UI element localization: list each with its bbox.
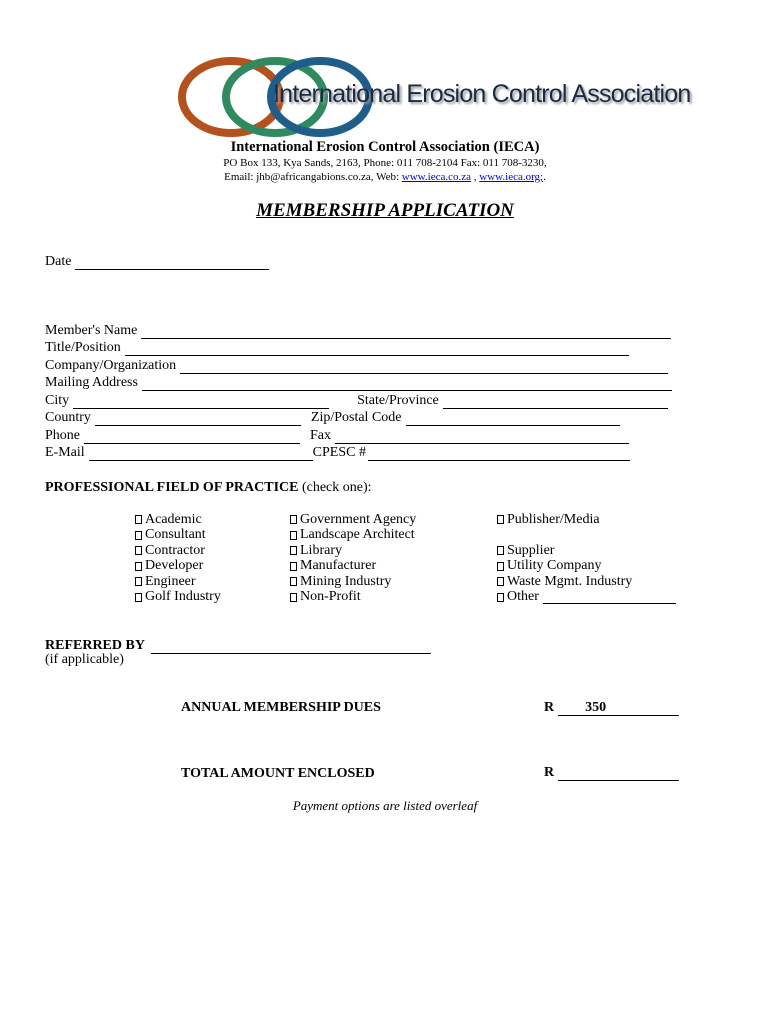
cpesc-label: CPESC # [312, 445, 366, 460]
web-link-1[interactable]: www.ieca.co.za [401, 171, 472, 183]
date-label: Date [45, 254, 72, 269]
checkbox-icon[interactable] [135, 515, 142, 524]
option-label: Developer [145, 558, 204, 574]
phone-label: Phone [45, 428, 80, 443]
option-label: Mining Industry [300, 573, 392, 589]
option-library[interactable] [290, 543, 416, 559]
country-label: Country [45, 410, 91, 425]
option-academic[interactable] [135, 512, 221, 528]
option-supplier[interactable] [497, 543, 676, 559]
option-consultant[interactable] [135, 528, 221, 544]
payment-note: Payment options are listed overleaf [292, 798, 478, 813]
practice-heading [45, 480, 372, 496]
option-landscape-architect[interactable] [290, 528, 416, 544]
company-field[interactable] [180, 361, 668, 374]
option-label: Other [507, 589, 539, 605]
web-link-2[interactable]: www.ieca.org; [479, 171, 544, 183]
fax-field[interactable] [335, 431, 629, 444]
mailing-row [45, 374, 672, 391]
option-label: Non-Profit [300, 589, 361, 605]
option-label: Academic [145, 511, 202, 527]
org-contact [0, 171, 770, 183]
practice-column-2 [290, 512, 416, 605]
company-row [45, 357, 668, 374]
option-mining-industry[interactable] [290, 574, 416, 590]
total-amount-field[interactable] [558, 768, 679, 781]
zip-label: Zip/Postal Code [310, 410, 402, 425]
checkbox-icon[interactable] [135, 546, 142, 555]
option-developer[interactable] [135, 559, 221, 575]
option-label: Government Agency [300, 511, 417, 527]
member-name-label: Member's Name [45, 323, 138, 338]
practice-column-3 [497, 512, 676, 605]
city-field[interactable] [73, 396, 329, 409]
form-title: MEMBERSHIP APPLICATION [256, 200, 514, 221]
option-label: Publisher/Media [507, 511, 600, 527]
checkbox-icon[interactable] [497, 593, 504, 602]
cpesc-field[interactable] [368, 448, 630, 461]
country-field[interactable] [95, 413, 301, 426]
referred-label: REFERRED BY [45, 638, 145, 653]
phone-row [45, 427, 629, 444]
option-label: Waste Mgmt. Industry [507, 573, 633, 589]
option-manufacturer[interactable] [290, 559, 416, 575]
title-position-row [45, 339, 629, 356]
checkbox-icon[interactable] [290, 577, 297, 586]
option-publisher-media[interactable] [497, 512, 676, 528]
practice-column-1 [135, 512, 221, 605]
checkbox-icon[interactable] [135, 562, 142, 571]
title-position-label: Title/Position [45, 340, 121, 355]
dues-amount: 350 [558, 700, 679, 716]
checkbox-icon[interactable] [135, 593, 142, 602]
checkbox-icon[interactable] [497, 577, 504, 586]
phone-field[interactable] [84, 431, 300, 444]
checkbox-icon[interactable] [497, 562, 504, 571]
org-address: PO Box 133, Kya Sands, 2163, Phone: 011 708-2104 Fax: 011 708-3230, [223, 157, 547, 169]
option-golf-industry[interactable] [135, 590, 221, 606]
total-label: TOTAL AMOUNT ENCLOSED [181, 766, 375, 781]
referred-field[interactable] [151, 641, 431, 654]
email-field[interactable] [89, 448, 313, 461]
option-label: Library [300, 542, 342, 558]
member-name-row [45, 322, 671, 339]
total-amount-row [544, 764, 679, 781]
mailing-field[interactable] [142, 378, 672, 391]
referred-note: (if applicable) [45, 652, 124, 667]
checkbox-icon[interactable] [290, 515, 297, 524]
checkbox-icon[interactable] [290, 562, 297, 571]
state-field[interactable] [443, 396, 668, 409]
fax-label: Fax [310, 428, 331, 443]
option-other[interactable] [497, 590, 676, 606]
option-label: Manufacturer [300, 558, 377, 574]
option-label: Consultant [145, 527, 206, 543]
dues-amount-row [544, 699, 679, 716]
other-field[interactable] [543, 591, 676, 604]
total-currency: R [544, 765, 555, 780]
option-label: Supplier [507, 542, 555, 558]
org-name: International Erosion Control Association (IECA) [230, 139, 540, 155]
checkbox-icon[interactable] [290, 546, 297, 555]
practice-note: (check one): [298, 480, 372, 495]
date-row [45, 253, 269, 270]
option-contractor[interactable] [135, 543, 221, 559]
zip-field[interactable] [406, 413, 620, 426]
checkbox-icon[interactable] [290, 593, 297, 602]
option-non-profit[interactable] [290, 590, 416, 606]
title-position-field[interactable] [125, 343, 629, 356]
email-label: E-Mail [45, 445, 85, 460]
practice-heading-text: PROFESSIONAL FIELD OF PRACTICE [45, 480, 299, 495]
link-separator: , [471, 171, 480, 183]
option-label: Utility Company [507, 558, 602, 574]
option-utility-company[interactable] [497, 559, 676, 575]
checkbox-icon[interactable] [497, 546, 504, 555]
country-row [45, 409, 620, 426]
logo-wordmark: International Erosion Control Association [273, 80, 691, 108]
member-name-field[interactable] [141, 326, 671, 339]
option-engineer[interactable] [135, 574, 221, 590]
email-row [45, 444, 630, 461]
option-label: Golf Industry [145, 589, 221, 605]
checkbox-icon[interactable] [497, 515, 504, 524]
option-label: Contractor [145, 542, 205, 558]
option-label: Engineer [145, 573, 196, 589]
checkbox-icon[interactable] [135, 531, 142, 540]
mailing-label: Mailing Address [45, 375, 138, 390]
option-label: Landscape Architect [300, 527, 415, 543]
company-label: Company/Organization [45, 358, 177, 373]
dues-label: ANNUAL MEMBERSHIP DUES [181, 700, 381, 715]
date-field[interactable] [75, 257, 269, 270]
checkbox-icon[interactable] [135, 577, 142, 586]
contact-suffix: . [543, 171, 546, 183]
dues-currency: R [544, 700, 555, 715]
state-label: State/Province [357, 393, 439, 408]
option-government-agency[interactable] [290, 512, 416, 528]
city-row [45, 392, 668, 409]
option-waste-mgmt[interactable] [497, 574, 676, 590]
org-email: Email: jhb@africangabions.co.za, Web: [224, 171, 402, 183]
checkbox-icon[interactable] [290, 531, 297, 540]
city-label: City [45, 393, 70, 408]
